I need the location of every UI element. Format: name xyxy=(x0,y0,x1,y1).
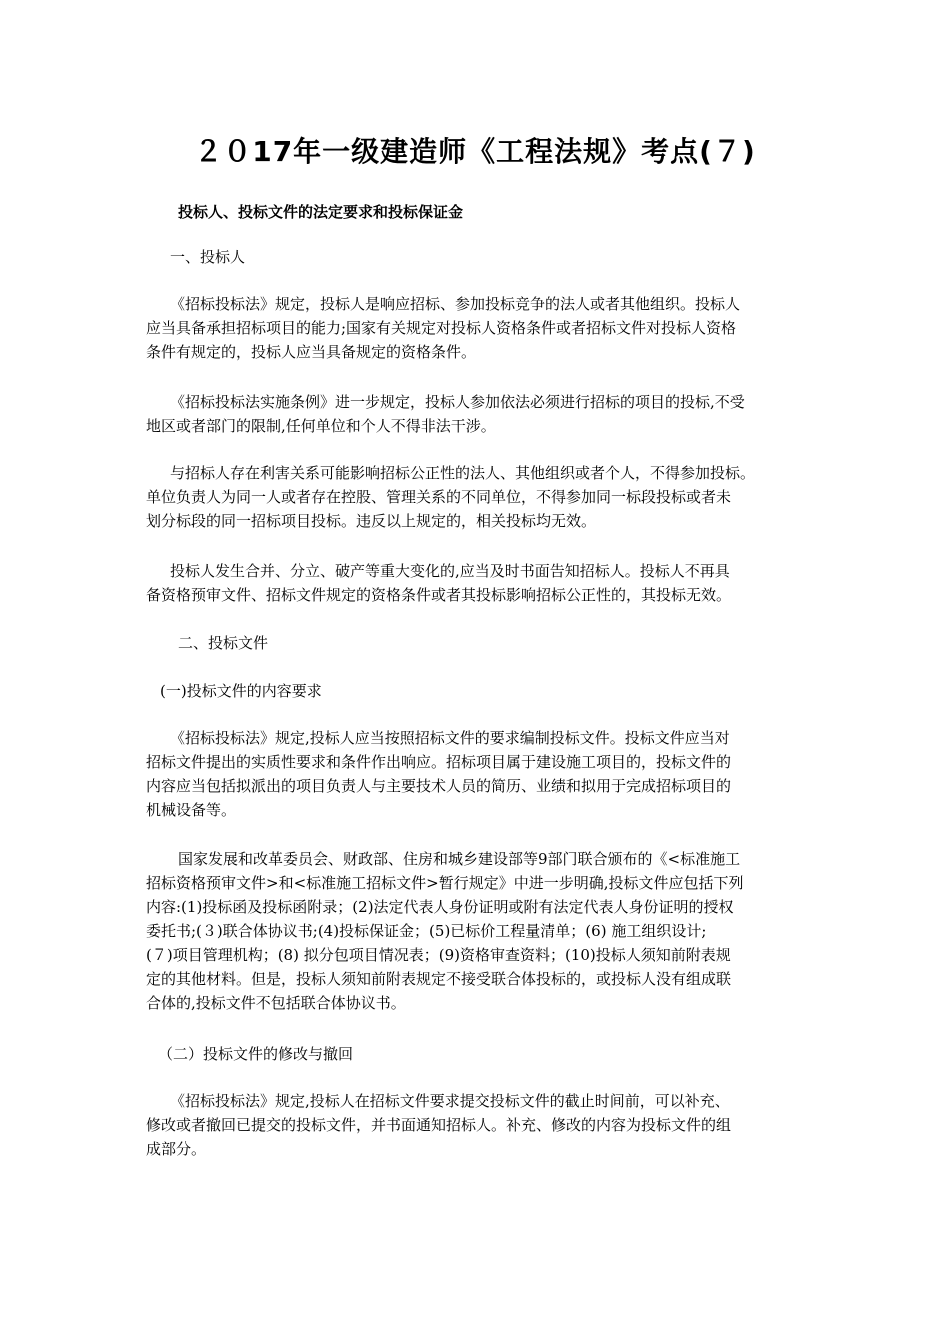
paragraph-line: 备资格预审文件、招标文件规定的资格条件或者其投标影响招标公正性的，其投标无效。 xyxy=(146,586,732,604)
paragraph-line: 招标资格预审文件>和<标准施工招标文件>暂行规定》中进一步明确,投标文件应包括下列 xyxy=(146,874,744,892)
paragraph-line: 地区或者部门的限制,任何单位和个人不得非法干涉。 xyxy=(146,417,496,435)
paragraph-line: 条件有规定的，投标人应当具备规定的资格条件。 xyxy=(146,343,477,361)
paragraph-line: 内容:(1)投标函及投标函附录；(2)法定代表人身份证明或附有法定代表人身份证明的授权 xyxy=(146,898,734,916)
paragraph-line: 《招标投标法》规定,投标人应当按照招标文件的要求编制投标文件。投标文件应当对 xyxy=(170,729,730,747)
paragraph-bidder-definition xyxy=(146,292,820,364)
paragraph-implementation-regulation xyxy=(146,390,820,438)
paragraph-line: 国家发展和改革委员会、财政部、住房和城乡建设部等9部门联合颁布的《<标准施工 xyxy=(178,850,741,868)
paragraph-line: (７)项目管理机构；(8) 拟分包项目情况表；(9)资格审查资料；(10)投标人须知前附表规 xyxy=(146,946,731,964)
paragraph-line: 合体的,投标文件不包括联合体协议书。 xyxy=(146,994,406,1012)
paragraph-line: 招标文件提出的实质性要求和条件作出响应。招标项目属于建设施工项目的，投标文件的 xyxy=(146,753,732,771)
document-title: ２０17年一级建造师《工程法规》考点(７) xyxy=(194,135,756,168)
paragraph-line: 划分标段的同一招标项目投标。违反以上规定的，相关投标均无效。 xyxy=(146,512,597,530)
paragraph-line: 单位负责人为同一人或者存在控股、管理关系的不同单位，不得参加同一标段投标或者未 xyxy=(146,488,732,506)
paragraph-line: 《招标投标法》规定，投标人是响应招标、参加投标竞争的法人或者其他组织。投标人 xyxy=(170,295,741,313)
paragraph-line: 内容应当包括拟派出的项目负责人与主要技术人员的简历、业绩和拟用于完成招标项目的 xyxy=(146,777,732,795)
paragraph-line: 《招标投标法实施条例》进一步规定，投标人参加依法必须进行招标的项目的投标,不受 xyxy=(170,393,745,411)
paragraph-line: 修改或者撤回已提交的投标文件，并书面通知招标人。补充、修改的内容为投标文件的组 xyxy=(146,1116,732,1134)
paragraph-line: 《招标投标法》规定,投标人在招标文件要求提交投标文件的截止时间前，可以补充、 xyxy=(170,1092,730,1110)
paragraph-major-changes xyxy=(146,559,820,607)
paragraph-line: 投标人发生合并、分立、破产等重大变化的,应当及时书面告知招标人。投标人不再具 xyxy=(170,562,730,580)
paragraph-line: 委托书;(３)联合体协议书;(4)投标保证金；(5)已标价工程量清单；(6) 施工组织设计; xyxy=(146,922,707,940)
paragraph-line: 与招标人存在利害关系可能影响招标公正性的法人、其他组织或者个人，不得参加投标。 xyxy=(170,464,756,482)
subsection-heading-content-requirements: (一)投标文件的内容要求 xyxy=(160,682,322,700)
paragraph-line: 机械设备等。 xyxy=(146,801,237,819)
document-subtitle: 投标人、投标文件的法定要求和投标保证金 xyxy=(178,203,464,221)
section-heading-bidder: 一、投标人 xyxy=(170,248,246,266)
paragraph-line: 成部分。 xyxy=(146,1140,207,1158)
paragraph-bid-content-requirements xyxy=(146,726,820,822)
paragraph-line: 应当具备承担招标项目的能力;国家有关规定对投标人资格条件或者招标文件对投标人资格 xyxy=(146,319,737,337)
paragraph-conflict-of-interest xyxy=(146,461,820,533)
section-heading-bid-documents: 二、投标文件 xyxy=(178,634,269,652)
subsection-heading-modification-withdrawal: （二）投标文件的修改与撤回 xyxy=(158,1045,354,1063)
paragraph-modification-withdrawal xyxy=(146,1089,820,1161)
paragraph-line: 定的其他材料。但是，投标人须知前附表规定不接受联合体投标的，或投标人没有组成联 xyxy=(146,970,732,988)
paragraph-nine-departments-provisions xyxy=(146,847,820,1015)
